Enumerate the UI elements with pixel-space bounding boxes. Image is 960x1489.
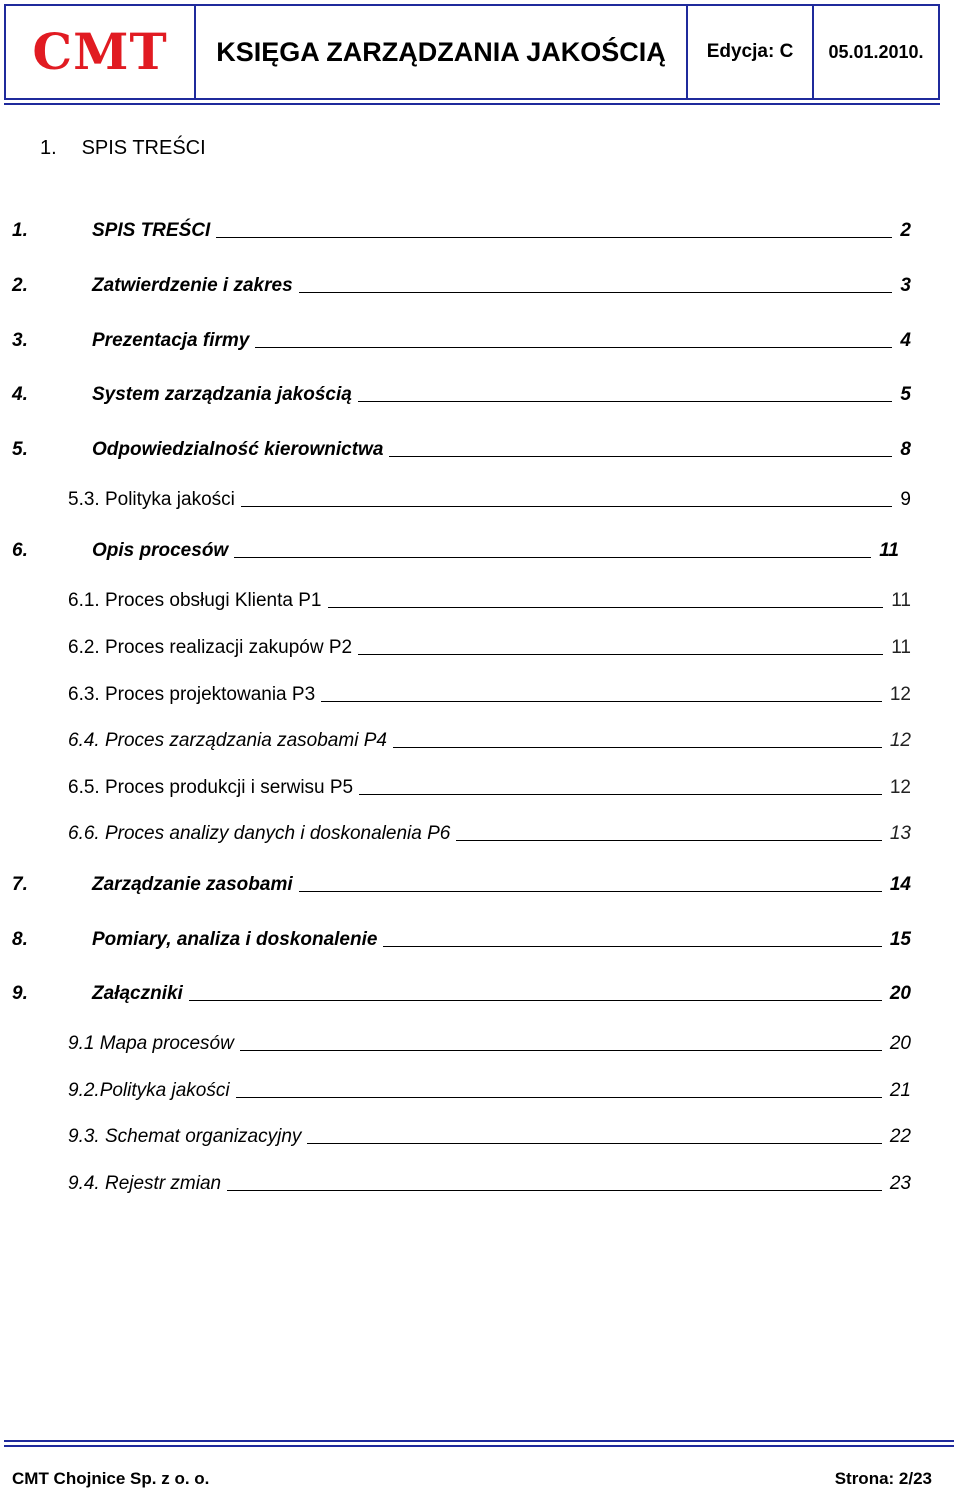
toc-leader-line [393, 747, 882, 748]
toc-leader-line [240, 1050, 882, 1051]
toc-entry-label: 6.2. Proces realizacji zakupów P2 [68, 637, 353, 658]
toc-entry-page: 12 [889, 730, 911, 751]
toc-entry-page: 11 [879, 540, 899, 561]
toc-entry[interactable] [68, 684, 911, 706]
toc-entry-page: 5 [900, 384, 911, 405]
toc-leader-line [234, 557, 871, 558]
toc-leader-line [241, 506, 893, 507]
edition-label: Edycja: C [688, 6, 814, 98]
toc-entry-page: 2 [900, 220, 911, 241]
toc-entry-page: 12 [889, 777, 911, 798]
footer-divider [4, 1445, 954, 1447]
toc-entry-number: 4. [12, 384, 28, 405]
toc-entry-label: 9.2.Polityka jakości [68, 1080, 230, 1101]
toc-entry[interactable] [12, 540, 899, 562]
toc-entry[interactable] [68, 1126, 911, 1148]
toc-entry-page: 20 [889, 983, 911, 1004]
toc-entry-page: 11 [891, 637, 911, 658]
toc-entry-label: Prezentacja firmy [92, 330, 250, 351]
toc-entry-number: 6. [12, 540, 28, 561]
toc-leader-line [328, 607, 884, 608]
toc-entry[interactable] [68, 1173, 911, 1195]
toc-entry-number: 3. [12, 330, 28, 351]
footer-company: CMT Chojnice Sp. z o. o. [12, 1469, 210, 1488]
toc-leader-line [383, 946, 881, 947]
toc-entry-number: 5. [12, 439, 28, 460]
toc-entry-label: Opis procesów [92, 540, 229, 561]
toc-entry-page: 11 [891, 590, 911, 611]
toc-leader-line [307, 1143, 881, 1144]
toc-entry-page: 12 [889, 684, 911, 705]
toc-leader-line [321, 701, 882, 702]
toc-entry-label: 9.4. Rejestr zmian [68, 1173, 222, 1194]
toc-entry[interactable] [68, 637, 911, 659]
toc-entry-page: 8 [900, 439, 911, 460]
toc-entry-label: System zarządzania jakością [92, 384, 352, 405]
toc-entry-label: Pomiary, analiza i doskonalenie [92, 929, 378, 950]
toc-leader-line [189, 1000, 882, 1001]
toc-leader-line [456, 840, 882, 841]
toc-leader-line [359, 794, 882, 795]
section-heading-number: 1. [40, 137, 57, 159]
toc-entry-label: Załączniki [92, 983, 183, 1004]
toc-leader-line [389, 456, 892, 457]
toc-leader-line [358, 654, 883, 655]
toc-entry-page: 20 [889, 1033, 911, 1054]
toc-entry-label: 6.5. Proces produkcji i serwisu P5 [68, 777, 354, 798]
toc-entry[interactable] [68, 1033, 911, 1055]
toc-entry-label: 6.6. Proces analizy danych i doskonalenia P6 [68, 823, 451, 844]
document-header [4, 4, 940, 100]
toc-entry-label: 9.1 Mapa procesów [68, 1033, 234, 1054]
toc-entry-page: 15 [889, 929, 911, 950]
footer-divider [4, 1440, 954, 1442]
edition-date: 05.01.2010. [828, 41, 924, 62]
toc-entry-page: 14 [889, 874, 911, 895]
logo-cell [6, 6, 196, 98]
toc-entry-label: Zarządzanie zasobami [92, 874, 293, 895]
toc-entry[interactable] [68, 730, 911, 752]
section-heading-label: SPIS TREŚCI [81, 137, 206, 159]
toc-entry-label: 5.3. Polityka jakości [68, 489, 235, 510]
toc-entry[interactable] [68, 777, 911, 799]
toc-entry[interactable] [68, 1080, 911, 1102]
company-logo: CMT [32, 22, 168, 81]
toc-entry[interactable] [12, 874, 911, 896]
toc-entry-page: 23 [889, 1173, 911, 1194]
toc-leader-line [255, 347, 892, 348]
toc-leader-line [299, 292, 893, 293]
toc-entry-label: 6.3. Proces projektowania P3 [68, 684, 316, 705]
toc-entry[interactable] [68, 823, 911, 845]
toc-entry-label: Zatwierdzenie i zakres [92, 275, 293, 296]
toc-entry-label: SPIS TREŚCI [92, 220, 211, 241]
toc-entry-number: 2. [12, 275, 28, 296]
toc-entry-page: 22 [889, 1126, 911, 1147]
toc-entry-number: 7. [12, 874, 28, 895]
toc-leader-line [299, 891, 882, 892]
toc-leader-line [227, 1190, 882, 1191]
toc-entry[interactable] [12, 929, 911, 951]
toc-entry-page: 4 [900, 330, 911, 351]
footer-page-number: Strona: 2/23 [834, 1469, 932, 1488]
toc-entry[interactable] [12, 275, 911, 297]
toc-entry[interactable] [12, 220, 911, 242]
toc-leader-line [216, 237, 892, 238]
toc-entry-page: 21 [889, 1080, 911, 1101]
toc-entry-number: 9. [12, 983, 28, 1004]
toc-entry-label: 6.4. Proces zarządzania zasobami P4 [68, 730, 387, 751]
toc-entry[interactable] [12, 384, 911, 406]
toc-entry[interactable] [12, 330, 911, 352]
toc-entry-page: 3 [900, 275, 911, 296]
header-divider [4, 103, 940, 105]
toc-entry[interactable] [68, 590, 911, 612]
toc-entry-page: 13 [889, 823, 911, 844]
toc-entry[interactable] [12, 983, 911, 1005]
toc-leader-line [236, 1097, 882, 1098]
toc-entry-label: 9.3. Schemat organizacyjny [68, 1126, 302, 1147]
document-title: KSIĘGA ZARZĄDZANIA JAKOŚCIĄ [196, 6, 688, 98]
toc-entry[interactable] [12, 439, 911, 461]
toc-entry[interactable] [68, 489, 911, 511]
toc-entry-label: Odpowiedzialność kierownictwa [92, 439, 384, 460]
toc-entry-number: 1. [12, 220, 28, 241]
toc-entry-page: 9 [900, 489, 911, 510]
toc-entry-number: 8. [12, 929, 28, 950]
toc-leader-line [358, 401, 893, 402]
section-heading [40, 137, 206, 160]
toc-entry-label: 6.1. Proces obsługi Klienta P1 [68, 590, 322, 611]
